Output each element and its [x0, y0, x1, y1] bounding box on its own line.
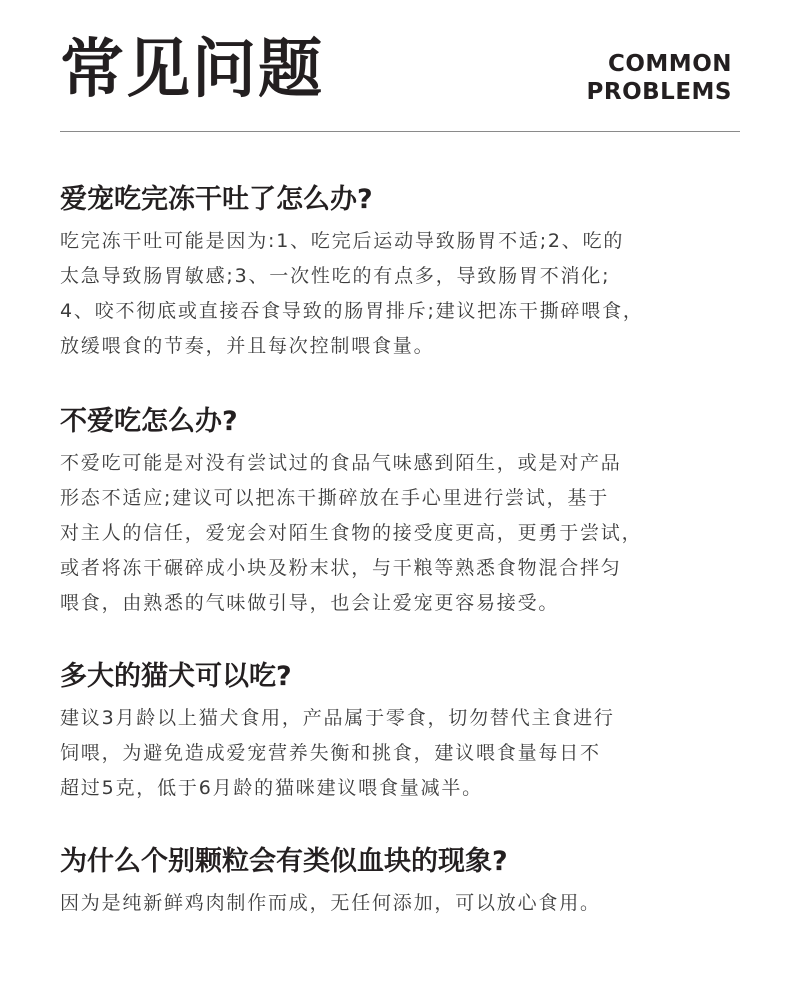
- answer-line: 放缓喂食的节奏，并且每次控制喂食量。: [60, 335, 435, 357]
- answer-line: 或者将冻干碾碎成小块及粉末状，与干粮等熟悉食物混合拌匀: [60, 557, 622, 579]
- page-title: 常见问题: [60, 33, 324, 107]
- answer-line: 因为是纯新鲜鸡肉制作而成，无任何添加，可以放心食用。: [60, 892, 601, 914]
- answer-line: 建议3月龄以上猫犬食用，产品属于零食，切勿替代主食进行: [60, 707, 615, 729]
- faq-question: 爱宠吃完冻干吐了怎么办?: [60, 184, 373, 215]
- faq-item-2: [60, 402, 760, 621]
- answer-line: 4、咬不彻底或直接吞食导致的肠胃排斥;建议把冻干撕碎喂食，: [60, 300, 644, 322]
- answer-line: 吃完冻干吐可能是因为:1、吃完后运动导致肠胃不适;2、吃的: [60, 230, 625, 252]
- faq-item-1: [60, 180, 760, 364]
- faq-answer: [60, 701, 760, 806]
- faq-item-4: [60, 842, 760, 921]
- faq-answer: [60, 446, 760, 621]
- answer-line: 不爱吃可能是对没有尝试过的食品气味感到陌生，或是对产品: [60, 452, 622, 474]
- answer-line: 饲喂，为避免造成爱宠营养失衡和挑食，建议喂食量每日不: [60, 742, 601, 764]
- faq-answer: [60, 886, 760, 921]
- faq-question: 为什么个别颗粒会有类似血块的现象?: [60, 846, 508, 877]
- answer-line: 喂食，由熟悉的气味做引导，也会让爱宠更容易接受。: [60, 592, 560, 614]
- faq-answer: [60, 224, 760, 364]
- faq-item-3: [60, 657, 760, 806]
- faq-question: 不爱吃怎么办?: [60, 406, 238, 437]
- page-subtitle-en: [587, 50, 732, 106]
- answer-line: 太急导致肠胃敏感;3、一次性吃的有点多，导致肠胃不消化;: [60, 265, 611, 287]
- answer-line: 超过5克，低于6月龄的猫咪建议喂食量减半。: [60, 777, 483, 799]
- answer-line: 对主人的信任，爱宠会对陌生食物的接受度更高，更勇于尝试，: [60, 522, 643, 544]
- page-header: [60, 30, 732, 110]
- subtitle-line-1: COMMON: [607, 51, 732, 77]
- answer-line: 形态不适应;建议可以把冻干撕碎放在手心里进行尝试，基于: [60, 487, 610, 509]
- header-divider: [60, 131, 740, 132]
- faq-question: 多大的猫犬可以吃?: [60, 661, 292, 692]
- subtitle-line-2: PROBLEMS: [586, 79, 732, 105]
